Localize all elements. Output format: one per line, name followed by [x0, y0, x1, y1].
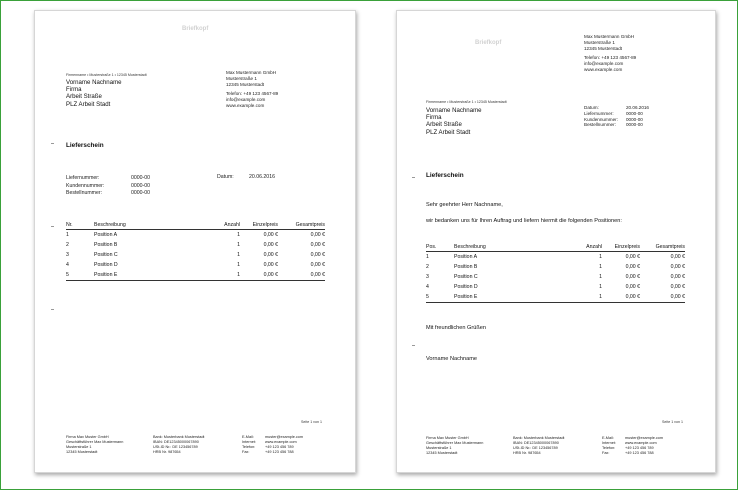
value-bestellnummer: 0000-00 — [626, 122, 643, 128]
company-name: Max Mustermann GmbH — [584, 34, 635, 39]
cell-gesamtpreis: 0,00 € — [670, 274, 685, 280]
footer-value: +49 123 456 788 — [265, 449, 294, 454]
cell-nr: 3 — [66, 252, 69, 258]
cell-einzelpreis: 0,00 € — [625, 274, 640, 280]
company-city: 12345 Musterstadt — [226, 81, 265, 87]
footer-contact-labels — [242, 435, 256, 455]
table-row — [66, 270, 325, 281]
label-liefernummer: Liefernummer: — [66, 175, 100, 181]
cell-gesamtpreis: 0,00 € — [310, 242, 325, 248]
footer-label: Internet: — [242, 439, 256, 444]
cell-beschreibung: Position D — [454, 284, 478, 290]
cell-anzahl: 1 — [237, 232, 240, 238]
header-gesamtpreis: Gesamtpreis — [278, 220, 325, 230]
table-header-row — [426, 242, 685, 252]
footer-line: IBAN: DE12345000067890 — [153, 439, 199, 444]
letterhead-logo: Briefkopf — [182, 26, 209, 32]
cell-pos: 5 — [426, 292, 454, 303]
letter-closing: Mit freundlichen Grüßen — [426, 325, 487, 331]
footer-line: USt-ID Nr.: DE 123456789 — [513, 445, 558, 450]
label-datum: Datum: — [584, 105, 599, 110]
table-row — [426, 252, 685, 263]
footer-bank — [513, 436, 565, 456]
document-title: Lieferschein — [426, 172, 464, 179]
table-row — [66, 240, 325, 250]
date-value: 20.06.2016 — [249, 174, 275, 180]
footer-company — [66, 435, 123, 455]
company-website: www.example.com — [226, 102, 265, 108]
page-number: Seite 1 von 1 — [662, 420, 683, 424]
footer-line: Bank: Musterbank Musterstadt — [513, 436, 565, 440]
footer-value: +49 123 456 789 — [625, 445, 654, 450]
letter-signature: Vorname Nachname — [426, 356, 477, 362]
company-city: 12345 Musterstadt — [584, 45, 623, 51]
positions-table — [66, 220, 325, 281]
company-name: Max Mustermann GmbH — [226, 70, 277, 75]
cell-gesamtpreis: 0,00 € — [640, 292, 685, 303]
recipient-company: Firma — [66, 86, 82, 94]
table-row — [426, 292, 685, 303]
cell-beschreibung: Position E — [454, 292, 530, 303]
cell-gesamtpreis: 0,00 € — [670, 264, 685, 270]
value-kundennummer: 0000-00 — [131, 182, 151, 189]
footer-line: Bank: Musterbank Musterstadt — [153, 435, 205, 439]
value-liefernummer: 0000-00 — [626, 110, 643, 116]
cell-nr: 4 — [66, 262, 69, 268]
fold-mark — [51, 226, 54, 227]
cell-anzahl: 1 — [599, 274, 602, 280]
header-beschreibung: Beschreibung — [94, 220, 170, 230]
cell-nr: 5 — [66, 270, 94, 281]
cell-anzahl: 1 — [237, 242, 240, 248]
recipient-address — [426, 107, 482, 136]
date-label: Datum: — [217, 174, 234, 180]
footer-line: Geschäftsführer Max Mustermann — [426, 440, 484, 445]
footer-contact-labels — [602, 436, 616, 456]
footer-line: Geschäftsführer Max Mustermann — [66, 439, 124, 444]
footer-line: IBAN: DE12345000067890 — [513, 440, 559, 445]
footer-line: Musterstraße 1 — [426, 445, 452, 450]
footer-value: +49 123 456 789 — [265, 444, 294, 449]
cell-gesamtpreis: 0,00 € — [670, 254, 685, 260]
header-nr: Nr. — [66, 220, 94, 230]
company-email: info@example.com — [226, 97, 266, 103]
cell-anzahl: 1 — [599, 284, 602, 290]
cell-einzelpreis: 0,00 € — [625, 284, 640, 290]
header-einzelpreis: Einzelpreis — [240, 220, 278, 230]
footer-label: E-Mail: — [602, 436, 614, 440]
recipient-company: Firma — [426, 114, 442, 122]
fold-mark — [51, 143, 54, 144]
recipient-city: PLZ Arbeit Stadt — [426, 128, 471, 136]
cell-einzelpreis: 0,00 € — [625, 264, 640, 270]
value-datum: 20.06.2016 — [626, 105, 649, 110]
value-liefernummer: 0000-00 — [131, 175, 151, 181]
recipient-address — [66, 79, 122, 108]
footer-value: +49 123 456 788 — [625, 450, 654, 455]
footer-line: HRB Nr. 987654 — [513, 450, 541, 455]
cell-beschreibung: Position A — [94, 232, 118, 238]
footer-bank — [153, 435, 205, 455]
footer-label: Internet: — [602, 440, 616, 445]
label-bestellnummer: Bestellnummer: — [584, 122, 616, 128]
recipient-street: Arbeit Straße — [426, 121, 462, 129]
letter-intro: wir bedanken uns für Ihren Auftrag und liefern hiermit die folgenden Positionen: — [426, 218, 622, 224]
table-row — [66, 250, 325, 260]
fold-mark — [412, 177, 415, 178]
footer-line: HRB Nr. 987654 — [153, 449, 181, 454]
cell-nr: 2 — [66, 242, 69, 248]
footer-line: USt-ID Nr.: DE 123456789 — [153, 444, 198, 449]
company-phone: Telefon: +49 123 4567-89 — [584, 55, 637, 61]
footer-label: Fax: — [602, 450, 610, 455]
header-anzahl: Anzahl — [530, 242, 602, 252]
cell-pos: 1 — [426, 254, 429, 260]
cell-beschreibung: Position A — [454, 254, 478, 260]
cell-nr: 1 — [66, 232, 69, 238]
footer-line: 12345 Musterstadt — [426, 450, 458, 455]
cell-anzahl: 1 — [170, 270, 240, 281]
company-email: info@example.com — [584, 61, 624, 67]
return-address: Firmenname • Musterstraße 1 • 12345 Musterstadt — [426, 100, 507, 104]
page-number: Seite 1 von 1 — [301, 420, 322, 424]
footer-value: muster@example.com — [265, 435, 304, 439]
footer-line: 12345 Musterstadt — [66, 449, 98, 454]
table-row — [66, 260, 325, 270]
fold-mark — [412, 345, 415, 346]
cell-beschreibung: Position C — [454, 274, 478, 280]
label-liefernummer: Liefernummer: — [584, 110, 614, 116]
cell-beschreibung: Position B — [454, 264, 478, 270]
cell-einzelpreis: 0,00 € — [240, 270, 278, 281]
footer-line: Firma Max Muster GmbH — [66, 435, 109, 439]
footer-value: muster@example.com — [625, 436, 664, 440]
footer-label: E-Mail: — [242, 435, 254, 439]
header-anzahl: Anzahl — [170, 220, 240, 230]
footer-value: www.example.com — [265, 439, 297, 444]
cell-gesamtpreis: 0,00 € — [278, 270, 325, 281]
footer-line: Musterstraße 1 — [66, 444, 92, 449]
footer-value: www.example.com — [625, 440, 657, 445]
recipient-name: Vorname Nachname — [66, 79, 122, 86]
value-kundennummer: 0000-00 — [626, 116, 643, 122]
cell-beschreibung: Position C — [94, 252, 118, 258]
cell-gesamtpreis: 0,00 € — [670, 284, 685, 290]
company-street: Musterstraße 1 — [584, 39, 615, 45]
cell-einzelpreis: 0,00 € — [602, 292, 640, 303]
label-kundennummer: Kundennummer: — [584, 116, 618, 122]
document-page-1 — [34, 10, 356, 473]
header-beschreibung: Beschreibung — [454, 242, 530, 252]
value-bestellnummer: 0000-00 — [131, 190, 151, 197]
cell-beschreibung: Position D — [94, 262, 118, 268]
cell-einzelpreis: 0,00 € — [263, 262, 278, 268]
footer-label: Fax: — [242, 449, 250, 454]
footer-contact-values — [625, 436, 663, 456]
footer-contact-values — [265, 435, 303, 455]
footer-line: Firma Max Muster GmbH — [426, 436, 469, 440]
cell-gesamtpreis: 0,00 € — [310, 252, 325, 258]
table-row — [426, 272, 685, 282]
table-row — [66, 230, 325, 241]
company-address — [584, 34, 636, 73]
delivery-info-labels — [584, 105, 618, 128]
recipient-city: PLZ Arbeit Stadt — [66, 100, 111, 108]
cell-anzahl: 1 — [599, 264, 602, 270]
letter-salutation: Sehr geehrter Herr Nachname, — [426, 202, 503, 208]
document-title: Lieferschein — [66, 142, 104, 149]
header-einzelpreis: Einzelpreis — [602, 242, 640, 252]
delivery-info-labels — [66, 175, 104, 198]
cell-einzelpreis: 0,00 € — [263, 242, 278, 248]
cell-anzahl: 1 — [237, 262, 240, 268]
cell-einzelpreis: 0,00 € — [263, 252, 278, 258]
positions-table — [426, 242, 685, 303]
footer-label: Telefon: — [602, 445, 616, 450]
label-bestellnummer: Bestellnummer: — [66, 190, 103, 197]
cell-beschreibung: Position E — [94, 270, 170, 281]
cell-einzelpreis: 0,00 € — [625, 254, 640, 260]
company-address — [226, 70, 278, 109]
header-gesamtpreis: Gesamtpreis — [640, 242, 685, 252]
company-website: www.example.com — [584, 66, 623, 72]
header-pos: Pos. — [426, 242, 454, 252]
footer-label: Telefon: — [242, 444, 256, 449]
recipient-street: Arbeit Straße — [66, 93, 102, 101]
delivery-info-values — [626, 105, 649, 128]
cell-anzahl: 1 — [599, 254, 602, 260]
document-page-2 — [396, 10, 716, 473]
label-kundennummer: Kundennummer: — [66, 182, 105, 189]
company-phone: Telefon: +49 123 4567-89 — [226, 91, 279, 97]
cell-einzelpreis: 0,00 € — [263, 232, 278, 238]
table-row — [426, 262, 685, 272]
recipient-name: Vorname Nachname — [426, 107, 482, 114]
cell-anzahl: 1 — [530, 292, 602, 303]
cell-pos: 3 — [426, 274, 429, 280]
fold-mark — [51, 309, 54, 310]
cell-anzahl: 1 — [237, 252, 240, 258]
cell-gesamtpreis: 0,00 € — [310, 262, 325, 268]
cell-beschreibung: Position B — [94, 242, 118, 248]
cell-pos: 4 — [426, 284, 429, 290]
table-row — [426, 282, 685, 292]
return-address: Firmenname • Musterstraße 1 • 12345 Musterstadt — [66, 73, 147, 77]
footer-company — [426, 436, 483, 456]
cell-pos: 2 — [426, 264, 429, 270]
cell-gesamtpreis: 0,00 € — [310, 232, 325, 238]
company-street: Musterstraße 1 — [226, 75, 257, 81]
table-header-row — [66, 220, 325, 230]
delivery-info-values — [131, 175, 150, 198]
letterhead-logo: Briefkopf — [475, 40, 502, 46]
